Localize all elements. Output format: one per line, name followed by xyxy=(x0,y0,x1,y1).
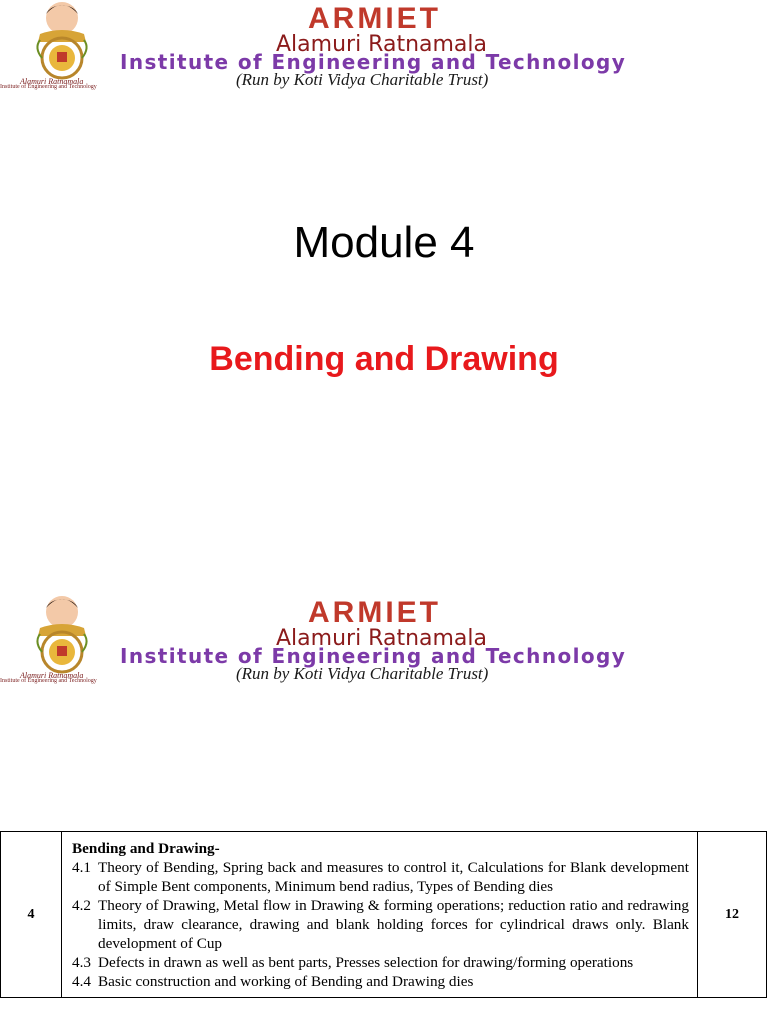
brand-name: ARMIET xyxy=(308,2,441,35)
hours-cell: 12 xyxy=(698,832,767,998)
topic-text: Theory of Drawing, Metal flow in Drawing & forming operations; reduction ratio and redrawing limits, draw clearance, drawing and blank holding forces for cylindrical draws only. Blank development of Cup xyxy=(98,896,689,952)
topic-number: 4.2 xyxy=(72,896,91,914)
table-row xyxy=(1,832,767,998)
list-item xyxy=(72,972,689,991)
topic-number: 4.4 xyxy=(72,972,91,990)
topic-text: Theory of Bending, Spring back and measures to control it, Calculations for Blank development of Simple Bent components, Minimum bend radius, Types of Bending dies xyxy=(98,858,689,895)
list-item xyxy=(72,953,689,972)
topic-number: 4.1 xyxy=(72,858,91,876)
logo-caption: Alamuri Ratnamala xyxy=(20,671,84,680)
topic-text: Defects in drawn as well as bent parts, Presses selection for drawing/forming operations xyxy=(98,953,634,971)
list-item xyxy=(72,896,689,953)
institute-name: Institute of Engineering and Technology xyxy=(120,644,627,668)
campus-name: Alamuri Ratnamala xyxy=(276,32,488,57)
list-item xyxy=(72,858,689,896)
trust-line: (Run by Koti Vidya Charitable Trust) xyxy=(236,664,489,683)
header-banner-repeat xyxy=(0,594,768,694)
logo-caption: Alamuri Ratnamala xyxy=(20,77,84,86)
header-banner xyxy=(0,0,768,100)
topic-number: 4.3 xyxy=(72,953,91,971)
trust-line: (Run by Koti Vidya Charitable Trust) xyxy=(236,70,489,89)
module-number-cell: 4 xyxy=(1,832,62,998)
module-title: Module 4 xyxy=(293,218,475,267)
syllabus-content-cell xyxy=(62,832,698,998)
logo-caption-sub: Institute of Engineering and Technology xyxy=(0,84,97,90)
module-subtitle: Bending and Drawing xyxy=(209,340,559,378)
campus-name: Alamuri Ratnamala xyxy=(276,626,488,651)
institute-name: Institute of Engineering and Technology xyxy=(120,50,627,74)
brand-name: ARMIET xyxy=(308,596,441,629)
logo-caption-sub: Institute of Engineering and Technology xyxy=(0,678,97,684)
syllabus-table xyxy=(0,831,767,998)
syllabus-heading: Bending and Drawing- xyxy=(72,839,220,857)
topic-text: Basic construction and working of Bending and Drawing dies xyxy=(98,972,474,990)
